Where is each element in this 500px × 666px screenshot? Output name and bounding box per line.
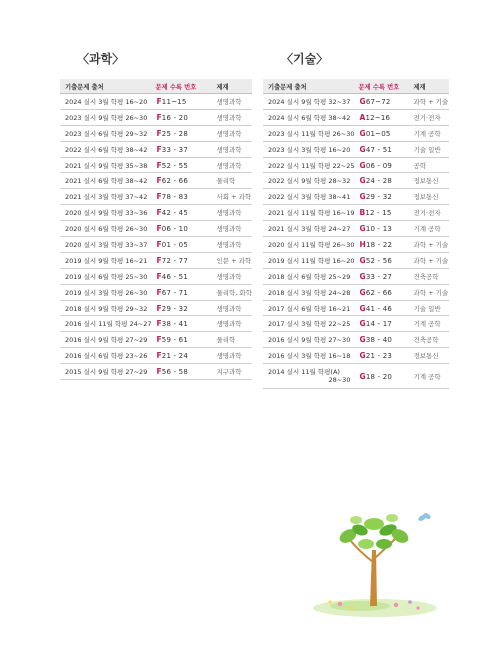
cell-code: [354, 221, 408, 237]
table-row: [263, 125, 449, 141]
cell-source: 2016 실시 6월 학평 23~26: [60, 348, 151, 364]
code-letter: G: [359, 335, 366, 345]
code-range: 47 - 51: [365, 145, 393, 154]
cell-code: [354, 348, 408, 364]
cell-source: 2021 실시 3월 학평 37~42: [60, 189, 151, 205]
code-range: 06 - 10: [161, 225, 188, 234]
table-row: [60, 332, 252, 348]
cell-source: 2022 실시 11월 학평 22~25: [263, 157, 354, 173]
cell-source: 2020 실시 3월 학평 33~37: [60, 237, 151, 253]
tree-illustration: [300, 500, 450, 620]
source-line-2: 28~30: [328, 376, 351, 385]
cell-code: [354, 237, 408, 253]
cell-code: [151, 205, 211, 221]
cell-code: [354, 316, 408, 332]
cell-source: 2019 실시 3월 학평 26~30: [60, 284, 151, 300]
code-range: 21 - 23: [365, 352, 393, 361]
cell-source: 2021 실시 3월 학평 24~27: [263, 221, 354, 237]
code-range: 52 - 56: [365, 256, 393, 265]
cell-code: [151, 173, 211, 189]
code-range: 46 - 51: [161, 272, 188, 281]
code-letter: F: [156, 160, 162, 170]
cell-subject: 물리학: [211, 332, 252, 348]
cell-subject: 기계 공학: [408, 316, 449, 332]
cell-code: [151, 300, 211, 316]
cell-subject: 생명과학: [211, 221, 252, 237]
code-letter: G: [359, 351, 366, 361]
header-subject: 제재: [211, 79, 252, 94]
code-range: 12 - 15: [365, 209, 392, 218]
cell-subject: 공학: [408, 157, 449, 173]
cell-code: [151, 157, 211, 173]
table-row: [60, 205, 252, 221]
cell-code: [151, 125, 211, 141]
code-letter: F: [156, 112, 162, 122]
cell-source: 2022 실시 6월 학평 38~42: [60, 141, 151, 157]
table-row: [60, 268, 252, 284]
code-letter: B: [359, 208, 366, 218]
table-row: [263, 205, 449, 221]
cell-code: [354, 141, 408, 157]
cell-code: [151, 237, 211, 253]
cell-code: [151, 109, 211, 125]
table-row: [263, 141, 449, 157]
cell-subject: 생명과학: [211, 268, 252, 284]
cell-subject: 기계 공학: [408, 221, 449, 237]
code-range: 25 - 28: [161, 129, 188, 138]
cell-source: 2018 실시 9월 학평 29~32: [60, 300, 151, 316]
cell-source: 2021 실시 11월 학평 16~19: [263, 205, 354, 221]
code-letter: G: [359, 144, 366, 154]
code-letter: F: [156, 351, 162, 361]
code-letter: F: [156, 287, 162, 297]
cell-subject: 과학 + 기술: [408, 94, 449, 110]
table-row: [60, 300, 252, 316]
cell-subject: 정보통신: [408, 189, 449, 205]
cell-code: [151, 189, 211, 205]
cell-source: 2020 실시 6월 학평 26~30: [60, 221, 151, 237]
cell-source: 2020 실시 11월 학평 26~30: [263, 237, 354, 253]
code-range: 29 - 32: [161, 304, 188, 313]
code-range: 18 - 20: [365, 372, 393, 381]
table-row: [263, 300, 449, 316]
cell-subject: 건축공학: [408, 332, 449, 348]
code-range: 62 - 66: [365, 288, 393, 297]
code-letter: F: [156, 224, 162, 234]
cell-subject: 생명과학: [211, 141, 252, 157]
cell-subject: 생명과학: [211, 348, 252, 364]
cell-code: [151, 94, 211, 110]
code-letter: G: [359, 192, 366, 202]
code-letter: F: [156, 239, 162, 249]
cell-code: [151, 364, 211, 380]
cell-code: [354, 189, 408, 205]
leaves: [337, 514, 411, 549]
code-letter: F: [156, 144, 162, 154]
table-row: [60, 109, 252, 125]
code-letter: G: [359, 371, 366, 381]
code-range: 78 - 83: [161, 193, 188, 202]
code-letter: G: [359, 255, 366, 265]
cell-subject: 생명과학: [211, 157, 252, 173]
code-letter: F: [156, 367, 162, 377]
cell-source: 2015 실시 9월 학평 27~29: [60, 364, 151, 380]
cell-code: [354, 94, 408, 110]
code-letter: F: [156, 128, 162, 138]
code-range: 11~15: [161, 97, 187, 106]
cell-code: [354, 332, 408, 348]
cell-code: [151, 284, 211, 300]
code-letter: G: [359, 128, 366, 138]
table-header-row: [263, 79, 449, 94]
cell-source: 2016 실시 9월 학평 27~29: [60, 332, 151, 348]
table-row: [263, 252, 449, 268]
cell-code: [354, 268, 408, 284]
table-row: [263, 364, 449, 389]
code-letter: F: [156, 96, 162, 106]
code-letter: H: [359, 239, 366, 249]
cell-subject: 정보통신: [408, 348, 449, 364]
cell-code: [354, 284, 408, 300]
code-range: 59 - 61: [161, 336, 188, 345]
code-range: 33 - 37: [161, 145, 188, 154]
code-range: 10 - 13: [365, 225, 393, 234]
table-row: [60, 141, 252, 157]
cell-code: [151, 268, 211, 284]
cell-source: 2018 실시 3월 학평 24~28: [263, 284, 354, 300]
table-row: [60, 173, 252, 189]
cell-subject: 과학 + 기술: [408, 237, 449, 253]
cell-subject: 생명과학: [211, 125, 252, 141]
cell-subject: 생명과학: [211, 205, 252, 221]
cell-subject: 생명과학: [211, 316, 252, 332]
cell-code: [151, 141, 211, 157]
table-row: [263, 348, 449, 364]
science-table: [60, 79, 252, 380]
table-row: [60, 189, 252, 205]
cell-code: [354, 300, 408, 316]
code-range: 14 - 17: [365, 320, 393, 329]
table-row: [263, 332, 449, 348]
cell-subject: 생명과학: [211, 237, 252, 253]
code-letter: F: [156, 271, 162, 281]
cell-source: 2019 실시 11월 학평 16~20: [263, 252, 354, 268]
table-row: [263, 268, 449, 284]
code-letter: F: [156, 192, 162, 202]
code-range: 18 - 22: [365, 240, 393, 249]
cell-subject: 과학 + 기술: [408, 284, 449, 300]
cell-subject: 물리학, 화학: [211, 284, 252, 300]
source-line-1: 2014 실시 11월 학평(A): [268, 368, 340, 377]
code-range: 38 - 40: [365, 336, 393, 345]
table-row: [60, 125, 252, 141]
cell-source: [263, 364, 354, 389]
cell-code: [354, 252, 408, 268]
table-row: [263, 94, 449, 110]
header-code: 문제 수록 번호: [151, 79, 211, 94]
table-row: [60, 94, 252, 110]
code-range: 67~72: [365, 97, 391, 106]
tech-section-title: 〈기술〉: [281, 52, 329, 66]
code-range: 21 - 24: [161, 352, 188, 361]
header-source: 기출문제 출처: [60, 79, 151, 94]
table-row: [60, 157, 252, 173]
code-range: 24 - 28: [365, 177, 393, 186]
code-letter: G: [359, 176, 366, 186]
cell-code: [151, 332, 211, 348]
code-letter: G: [359, 160, 366, 170]
code-letter: F: [156, 303, 162, 313]
table-row: [263, 284, 449, 300]
code-letter: A: [359, 112, 366, 122]
cell-subject: 지구과학: [211, 364, 252, 380]
code-letter: G: [359, 303, 366, 313]
table-row: [60, 252, 252, 268]
cell-source: 2019 실시 6월 학평 25~30: [60, 268, 151, 284]
table-row: [263, 173, 449, 189]
header-code: 문제 수록 번호: [354, 79, 408, 94]
cell-subject: 생명과학: [211, 109, 252, 125]
table-row: [60, 316, 252, 332]
cell-code: [151, 221, 211, 237]
cell-code: [354, 125, 408, 141]
code-range: 01~05: [365, 129, 391, 138]
code-letter: G: [359, 319, 366, 329]
science-section-title: 〈과학〉: [77, 52, 125, 66]
code-letter: G: [359, 224, 366, 234]
code-range: 52 - 55: [161, 161, 188, 170]
table-row: [60, 237, 252, 253]
cell-source: 2021 실시 6월 학평 38~42: [60, 173, 151, 189]
code-letter: F: [156, 319, 162, 329]
code-letter: G: [359, 96, 366, 106]
cell-subject: 정보통신: [408, 173, 449, 189]
cell-subject: 사회 + 과학: [211, 189, 252, 205]
cell-subject: 기계 공학: [408, 125, 449, 141]
code-letter: G: [359, 271, 366, 281]
cell-source: 2017 실시 6월 학평 16~21: [263, 300, 354, 316]
code-range: 06 - 09: [365, 161, 393, 170]
table-row: [60, 348, 252, 364]
cell-code: [151, 348, 211, 364]
cell-subject: 전기·전자: [408, 205, 449, 221]
cell-code: [354, 173, 408, 189]
table-row: [60, 284, 252, 300]
cell-source: 2019 실시 9월 학평 16~21: [60, 252, 151, 268]
cell-source: 2016 실시 9월 학평 27~30: [263, 332, 354, 348]
code-range: 16 - 20: [161, 113, 188, 122]
code-letter: G: [359, 287, 366, 297]
cell-source: 2023 실시 6월 학평 29~32: [60, 125, 151, 141]
cell-code: [151, 252, 211, 268]
code-range: 72 - 77: [161, 256, 188, 265]
cell-source: 2020 실시 9월 학평 33~36: [60, 205, 151, 221]
cell-code: [354, 109, 408, 125]
cell-subject: 기술 일반: [408, 300, 449, 316]
cell-code: [151, 316, 211, 332]
cell-subject: 건축공학: [408, 268, 449, 284]
cell-subject: 생명과학: [211, 300, 252, 316]
table-row: [263, 157, 449, 173]
cell-subject: 기계 공학: [408, 364, 449, 389]
code-range: 62 - 66: [161, 177, 188, 186]
table-header-row: [60, 79, 252, 94]
header-source: 기출문제 출처: [263, 79, 354, 94]
cell-source: 2017 실시 3월 학평 22~25: [263, 316, 354, 332]
code-range: 56 - 58: [161, 368, 188, 377]
cell-code: [354, 364, 408, 389]
cell-source: 2016 실시 11월 학평 24~27: [60, 316, 151, 332]
cell-subject: 기술 일반: [408, 141, 449, 157]
cell-source: 2022 실시 9월 학평 28~32: [263, 173, 354, 189]
cell-source: 2023 실시 9월 학평 26~30: [60, 109, 151, 125]
butterfly-icon: [417, 512, 431, 522]
cell-subject: 과학 + 기술: [408, 252, 449, 268]
table-row: [263, 109, 449, 125]
cell-source: 2024 실시 3월 학평 16~20: [60, 94, 151, 110]
cell-source: 2016 실시 3월 학평 16~18: [263, 348, 354, 364]
cell-source: 2024 실시 6월 학평 38~42: [263, 109, 354, 125]
code-range: 01 - 05: [161, 240, 188, 249]
code-letter: F: [156, 335, 162, 345]
table-row: [60, 221, 252, 237]
code-range: 33 - 27: [365, 272, 393, 281]
cell-code: [354, 157, 408, 173]
table-row: [60, 364, 252, 380]
cell-subject: 생명과학: [211, 94, 252, 110]
table-row: [263, 221, 449, 237]
table-row: [263, 316, 449, 332]
cell-subject: 인문 + 과학: [211, 252, 252, 268]
code-letter: F: [156, 176, 162, 186]
code-range: 67 - 71: [161, 288, 188, 297]
code-range: 41 - 46: [365, 304, 393, 313]
cell-subject: 물리학: [211, 173, 252, 189]
cell-source: 2024 실시 9월 학평 32~37: [263, 94, 354, 110]
table-row: [263, 237, 449, 253]
code-range: 12~16: [365, 113, 391, 122]
cell-subject: 전기·전자: [408, 109, 449, 125]
code-range: 29 - 32: [365, 193, 393, 202]
code-letter: F: [156, 255, 162, 265]
cell-source: 2021 실시 9월 학평 35~38: [60, 157, 151, 173]
code-letter: F: [156, 208, 162, 218]
cell-code: [354, 205, 408, 221]
tech-table: [263, 79, 449, 389]
code-range: 38 - 41: [161, 320, 188, 329]
cell-source: 2023 실시 11월 학평 26~30: [263, 125, 354, 141]
cell-source: 2023 실시 3월 학평 16~20: [263, 141, 354, 157]
table-row: [263, 189, 449, 205]
code-range: 42 - 45: [161, 209, 188, 218]
cell-source: 2018 실시 6월 학평 25~29: [263, 268, 354, 284]
header-subject: 제재: [408, 79, 449, 94]
cell-source: 2022 실시 3월 학평 38~41: [263, 189, 354, 205]
